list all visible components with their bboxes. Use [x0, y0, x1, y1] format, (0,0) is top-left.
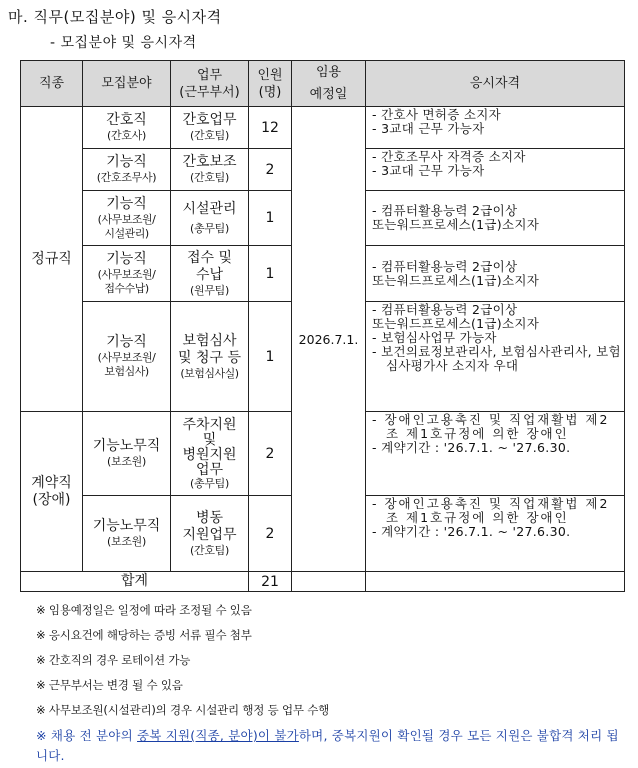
header-count: 인원 (명) — [249, 61, 292, 107]
duty-cell: 간호업무 (간호팀) — [171, 107, 249, 149]
count-cell: 2 — [249, 496, 292, 572]
duty-cell: 간호보조 (간호팀) — [171, 149, 249, 191]
empty-cell — [366, 572, 625, 592]
count-cell: 2 — [249, 149, 292, 191]
qualification-cell: - 컴퓨터활용능력 2급이상 또는워드프로세스(1급)소지자 — [366, 191, 625, 246]
qualification-cell: - 장애인고용촉진 및 직업재활법 제2조 제1호규정에 의한 장애인 - 계약기간 : '26.7.1. ~ '27.6.30. — [366, 496, 625, 572]
duty-cell: 주차지원 및 병원지원 업무 (총무팀) — [171, 412, 249, 496]
appointment-date: 2026.7.1. — [292, 107, 366, 572]
field-cell: 기능직 (사무보조원/ 접수수납) — [83, 246, 171, 302]
field-cell: 기능직 (사무보조원/ 시설관리) — [83, 191, 171, 246]
recruitment-table — [20, 60, 625, 592]
total-count: 21 — [249, 572, 292, 592]
field-cell: 기능노무직 (보조원) — [83, 412, 171, 496]
qualification-cell: - 간호사 면허증 소지자 - 3교대 근무 가능자 — [366, 107, 625, 149]
qualification-cell: - 컴퓨터활용능력 2급이상 또는워드프로세스(1급)소지자 — [366, 246, 625, 302]
duty-cell: 병동 지원업무 (간호팀) — [171, 496, 249, 572]
note-item: ※ 간호직의 경우 로테이션 가능 — [36, 653, 191, 667]
total-label: 합계 — [21, 572, 249, 592]
empty-cell — [292, 572, 366, 592]
section-heading: 마. 직무(모집분야) 및 응시자격 — [8, 8, 222, 26]
table-row — [21, 107, 625, 149]
note-item: ※ 근무부서는 변경 될 수 있음 — [36, 678, 183, 692]
note-item: ※ 응시요건에 해당하는 증빙 서류 필수 첨부 — [36, 628, 252, 642]
header-field: 모집분야 — [83, 61, 171, 107]
count-cell: 12 — [249, 107, 292, 149]
count-cell: 2 — [249, 412, 292, 496]
duty-cell: 보험심사 및 청구 등 (보험심사실) — [171, 302, 249, 412]
table-total-row — [21, 572, 625, 592]
group-regular: 정규직 — [21, 107, 83, 412]
duty-cell: 시설관리 (총무팀) — [171, 191, 249, 246]
header-type: 직종 — [21, 61, 83, 107]
duty-cell: 접수 및 수납 (원무팀) — [171, 246, 249, 302]
field-cell: 기능직 (간호조무사) — [83, 149, 171, 191]
final-note-emphasis: 중복 지원(직종, 분야)이 불가 — [137, 728, 299, 743]
note-item: ※ 임용예정일은 일정에 따라 조정될 수 있음 — [36, 603, 252, 617]
field-cell: 기능직 (사무보조원/ 보험심사) — [83, 302, 171, 412]
final-note: ※ 채용 전 분야의 중복 지원(직종, 분야)이 불가하며, 중복지원이 확인될 경우 모든 지원은 불합격 처리 됩니다. — [36, 728, 619, 763]
field-cell: 간호직 (간호사) — [83, 107, 171, 149]
table-header-row — [21, 61, 625, 107]
header-duty: 업무 (근무부서) — [171, 61, 249, 107]
group-contract: 계약직 (장애) — [21, 412, 83, 572]
count-cell: 1 — [249, 302, 292, 412]
qualification-cell: - 장애인고용촉진 및 직업재활법 제2조 제1호규정에 의한 장애인 - 계약기간 : '26.7.1. ~ '27.6.30. — [366, 412, 625, 496]
header-date: 임용 예정일 — [292, 61, 366, 107]
note-item: ※ 사무보조원(시설관리)의 경우 시설관리 행정 등 업무 수행 — [36, 703, 330, 717]
count-cell: 1 — [249, 246, 292, 302]
field-cell: 기능노무직 (보조원) — [83, 496, 171, 572]
qualification-cell: - 컴퓨터활용능력 2급이상 또는워드프로세스(1급)소지자 - 보험심사업무 가능자 - 보건의료정보관리사, 보험심사관리사, 보험심사평가사 소지자 우대 — [366, 302, 625, 412]
qualification-cell: - 간호조무사 자격증 소지자 - 3교대 근무 가능자 — [366, 149, 625, 191]
count-cell: 1 — [249, 191, 292, 246]
header-qualification: 응시자격 — [366, 61, 625, 107]
section-subheading: - 모집분야 및 응시자격 — [50, 35, 197, 51]
